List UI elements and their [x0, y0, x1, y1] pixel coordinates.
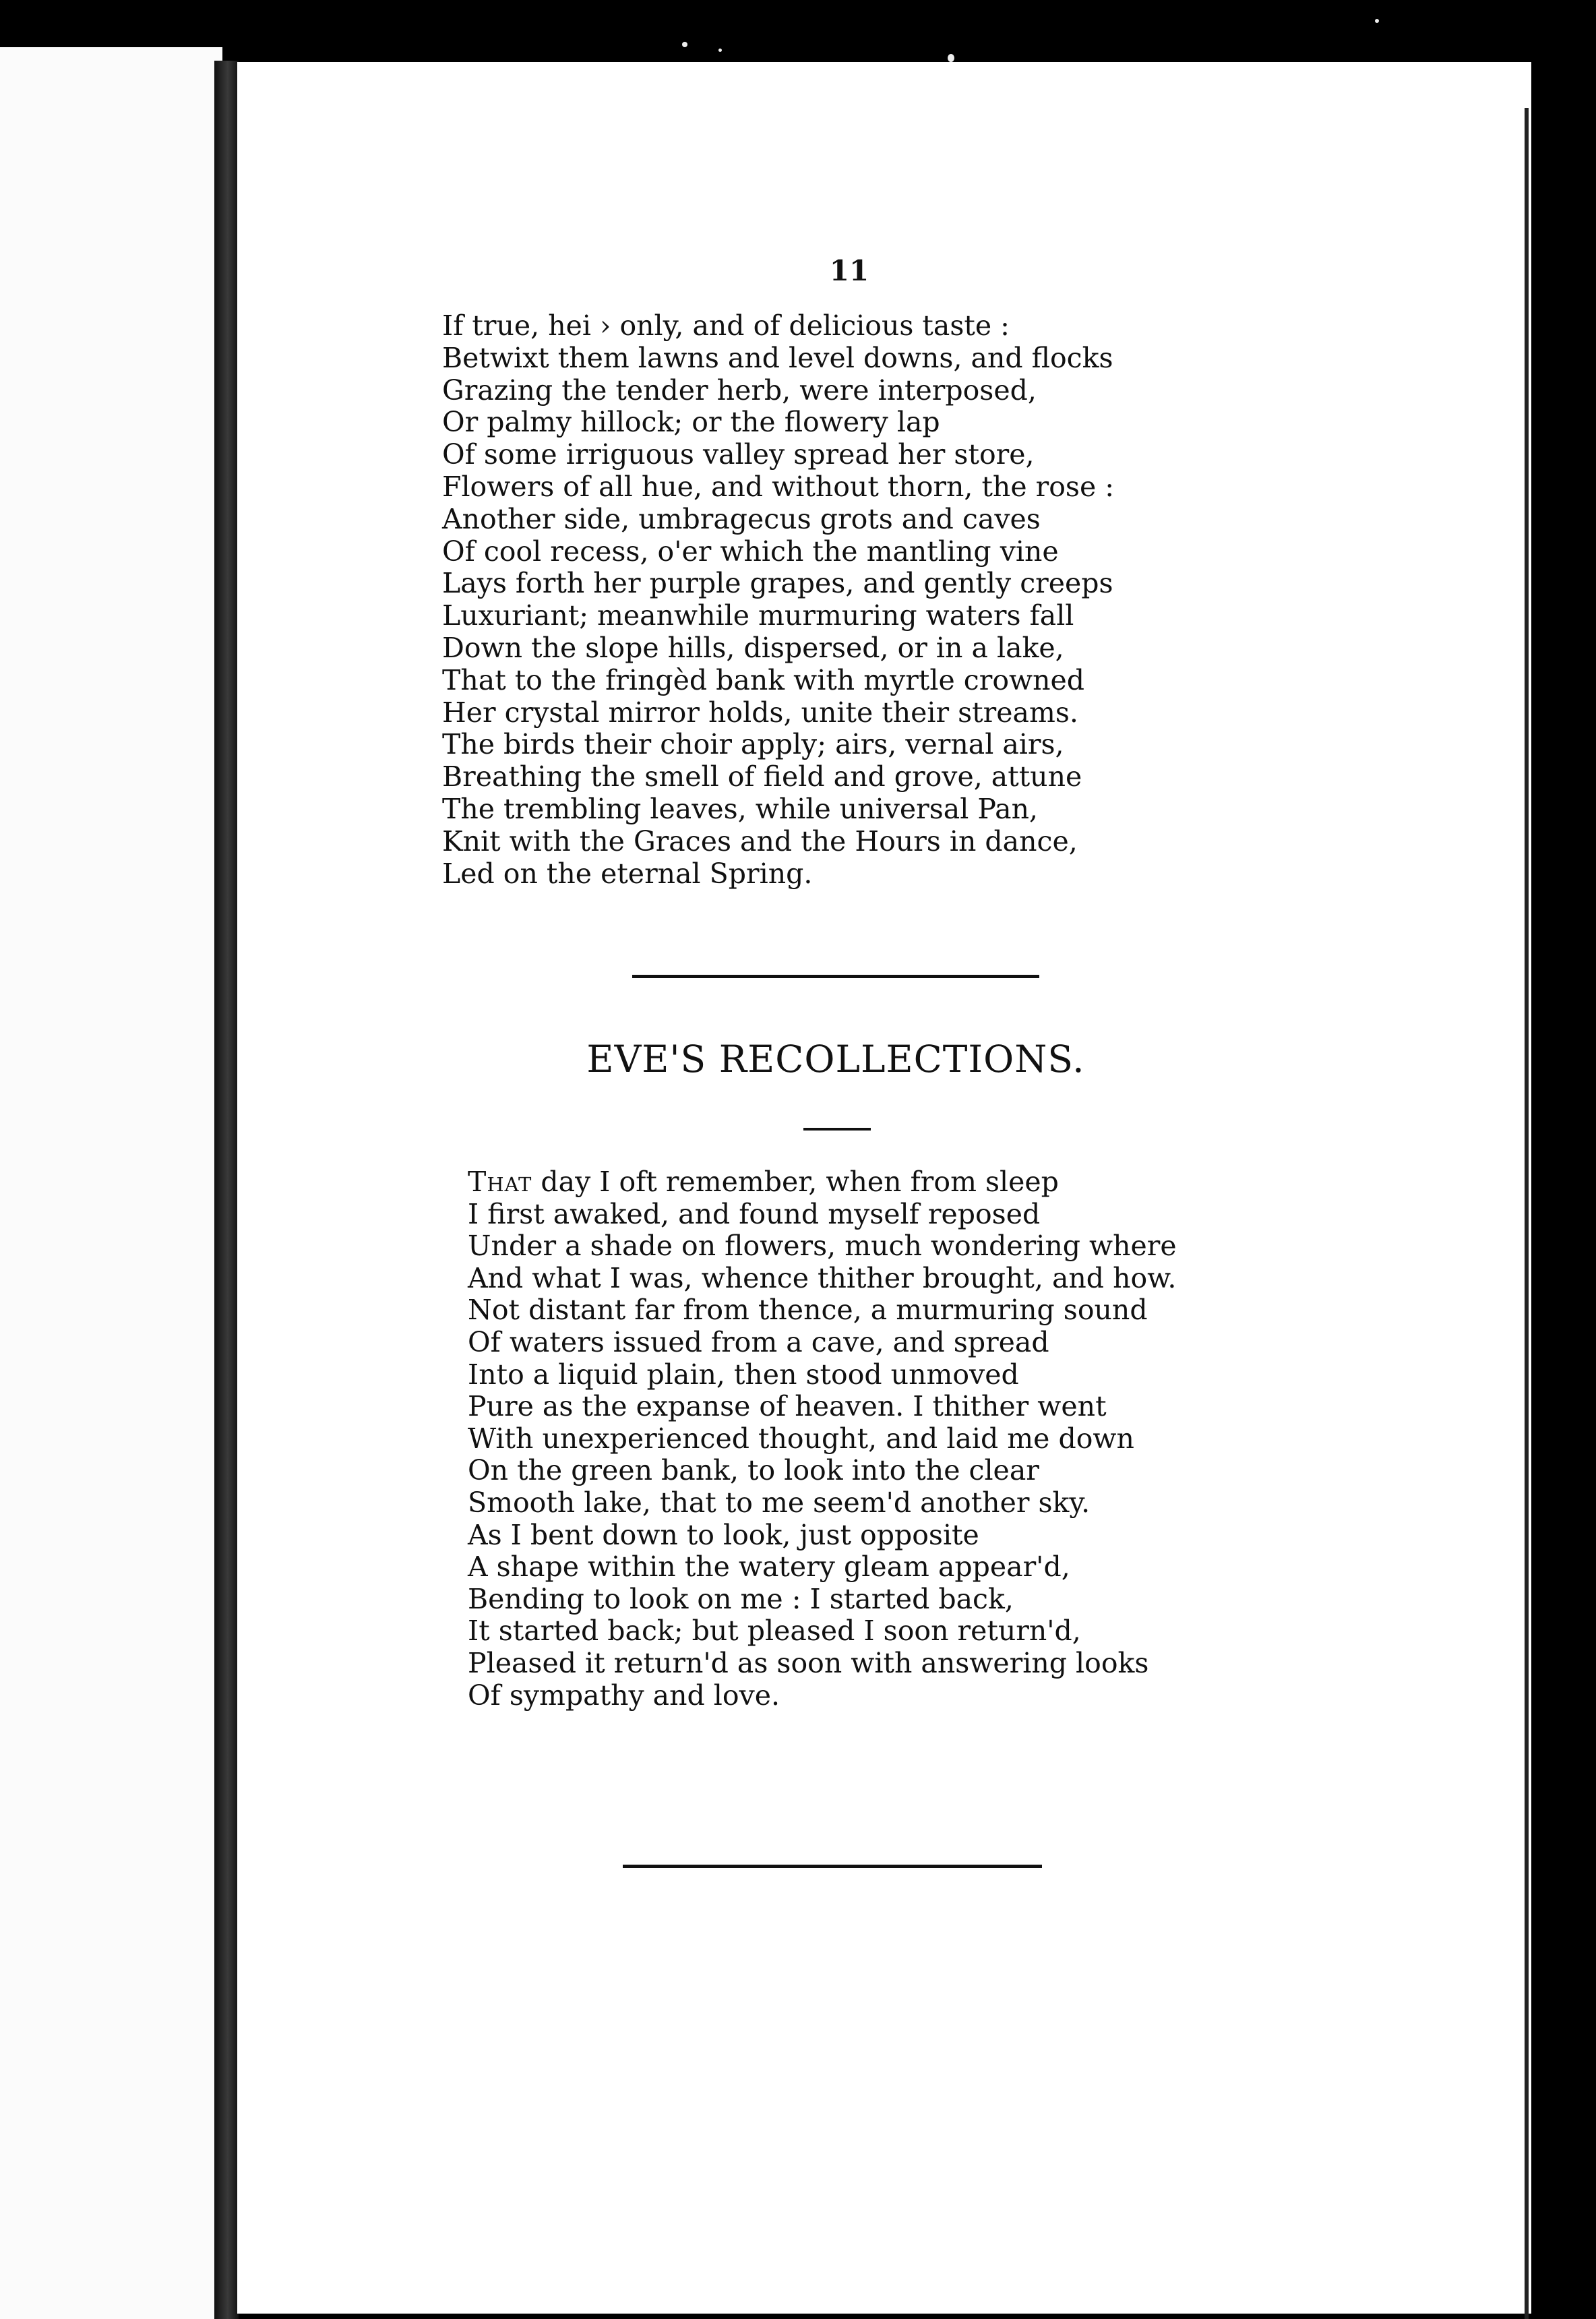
- verse-line: Grazing the tender herb, were interposed,: [442, 373, 1037, 406]
- verse-line: Of waters issued from a cave, and spread: [468, 1325, 1049, 1358]
- verse-line: Of cool recess, o'er which the mantling vine: [442, 535, 1059, 568]
- page-number: 11: [829, 254, 869, 287]
- verse-line: It started back; but pleased I soon return'd,: [468, 1615, 1081, 1648]
- verse-line: Of some irriguous valley spread her store,: [442, 438, 1035, 471]
- end-divider: [623, 1865, 1042, 1868]
- page-edge: [1525, 108, 1529, 2319]
- poem-stanza-eden: [442, 310, 1114, 890]
- verse-line: Of sympathy and love.: [468, 1679, 780, 1712]
- verse-line: Smooth lake, that to me seem'd another sky.: [468, 1486, 1091, 1519]
- verse-line: Bending to look on me : I started back,: [468, 1582, 1014, 1615]
- verse-line: On the green bank, to look into the clear: [468, 1454, 1039, 1487]
- verse-line: Down the slope hills, dispersed, or in a lake,: [442, 631, 1064, 664]
- verse-line: Her crystal mirror holds, unite their streams.: [442, 696, 1078, 729]
- verse-line: Breathing the smell of field and grove, attune: [442, 760, 1082, 793]
- verse-line: Betwixt them lawns and level downs, and flocks: [442, 341, 1113, 374]
- verse-line: Pleased it return'd as soon with answering looks: [468, 1646, 1149, 1679]
- verse-line: Under a shade on flowers, much wondering where: [468, 1230, 1177, 1263]
- section-title: EVE'S RECOLLECTIONS.: [586, 1037, 1085, 1081]
- verse-line: Knit with the Graces and the Hours in dance,: [442, 824, 1078, 857]
- poem-stanza-recollections: [468, 1166, 1177, 1712]
- verse-line: That to the fringèd bank with myrtle crowned: [442, 663, 1085, 696]
- book-spine-shadow: [214, 61, 239, 2319]
- verse-line: If true, hei › only, and of delicious taste :: [442, 309, 1010, 342]
- verse-line: Flowers of all hue, and without thorn, the rose :: [442, 470, 1115, 503]
- verse-line: I first awaked, and found myself reposed: [468, 1197, 1041, 1230]
- verse-line: And what I was, whence thither brought, and how.: [468, 1261, 1177, 1294]
- verse-line: Pure as the expanse of heaven. I thither went: [468, 1390, 1107, 1423]
- verse-line: As I bent down to look, just opposite: [468, 1518, 979, 1551]
- verse-line: Led on the eternal Spring.: [442, 857, 813, 890]
- facing-page: [0, 47, 222, 2319]
- verse-line: Not distant far from thence, a murmuring sound: [468, 1294, 1148, 1327]
- verse-line: The trembling leaves, while universal Pan,: [442, 792, 1039, 825]
- verse-line-rest: day I oft remember, when from sleep: [532, 1166, 1059, 1198]
- verse-line: The birds their choir apply; airs, vernal airs,: [442, 728, 1064, 761]
- verse-line: Another side, umbragecus grots and caves: [442, 502, 1041, 535]
- section-divider: [632, 975, 1039, 978]
- verse-line: A shape within the watery gleam appear'd,: [468, 1550, 1070, 1584]
- verse-line: Or palmy hillock; or the flowery lap: [442, 406, 940, 439]
- title-underline: [803, 1128, 871, 1131]
- verse-line: With unexperienced thought, and laid me down: [468, 1422, 1134, 1455]
- scan-border: [1531, 47, 1596, 2319]
- verse-line: Lays forth her purple grapes, and gently creeps: [442, 567, 1113, 600]
- verse-line: Luxuriant; meanwhile murmuring waters fall: [442, 599, 1074, 632]
- verse-line: Into a liquid plain, then stood unmoved: [468, 1358, 1019, 1391]
- drop-word: That: [468, 1166, 532, 1198]
- verse-line-first: [468, 1166, 1177, 1199]
